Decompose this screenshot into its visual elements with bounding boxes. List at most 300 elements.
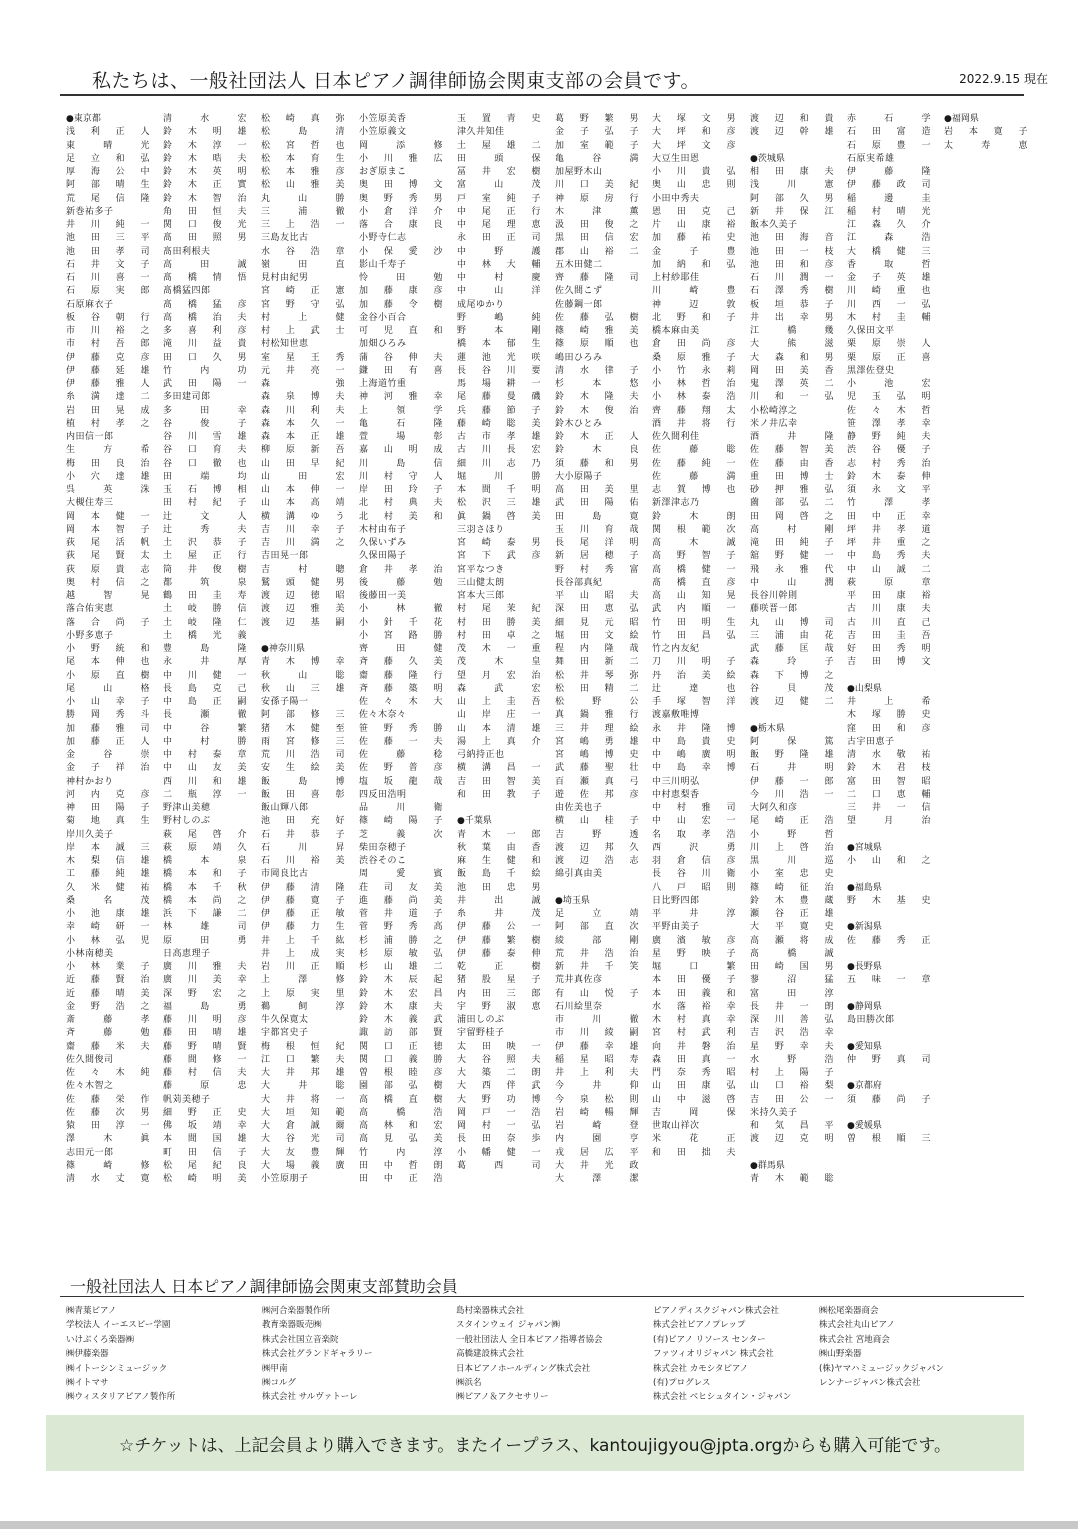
member-name: 木塚勝史 (847, 710, 931, 721)
member-name: 葛野繁男 (555, 114, 639, 124)
supporting-member: 株式会社ピアノプレップ (653, 1320, 746, 1331)
member-name: 吉沢浩幸 (750, 1028, 834, 1039)
member-name: 髙橋誠 (750, 948, 834, 959)
member-name: 鈴木義武 (359, 1015, 443, 1025)
member-name: 後藤田一美 (359, 591, 407, 601)
member-name: 中山潤 (750, 577, 834, 588)
member-name: 遊佐邦彦 (555, 789, 639, 800)
member-name: 武内順一 (652, 604, 736, 615)
member-name: 田崎国男 (750, 962, 834, 972)
member-name: 石原実希雄 (847, 153, 895, 164)
member-name: 加室範子 (555, 140, 639, 151)
supporting-divider (60, 1296, 1024, 1297)
member-name: 鈴木ひとみ (555, 418, 603, 429)
member-name: 野木基史 (847, 895, 931, 906)
member-name: 鈴木良 (555, 445, 639, 456)
member-column (750, 113, 834, 1186)
member-name: 杉浦勝之 (359, 935, 443, 946)
member-name: 佐藤鋼一郎 (555, 299, 603, 310)
member-name: 亀石隆 (359, 418, 443, 429)
member-name: 田端均 (163, 471, 247, 482)
member-name: 片山康裕 (652, 220, 736, 230)
member-name: 山中滋啓 (652, 1094, 736, 1105)
member-name: 小林泰浩 (652, 392, 736, 403)
member-name: 髙橋猛彦 (163, 299, 247, 310)
member-name: 元井亮一 (261, 365, 345, 376)
member-name: 上澤修 (261, 975, 345, 986)
member-name: 藤咲晋一郎 (750, 604, 798, 615)
member-name: 都筑泉 (163, 577, 247, 588)
member-name: 高野智子 (652, 551, 736, 562)
member-name: 稲星昭寿 (555, 1054, 639, 1065)
member-name: 長田奈歩 (457, 1134, 541, 1145)
member-name: 大垣知範 (261, 1107, 345, 1118)
member-name: 飛永雅代 (750, 564, 834, 575)
member-name: 宇都宮史子 (261, 1028, 309, 1039)
member-name: 中山宏一 (652, 816, 736, 827)
member-name: 佐藤聡 (652, 445, 736, 456)
member-name: 蓼沼猛 (750, 975, 834, 986)
member-name: 猿田淳一 (66, 1121, 150, 1131)
member-name: 山本清雄 (457, 723, 541, 734)
member-name: 金子豊 (652, 246, 736, 257)
member-name: 藤田晴雄 (163, 1028, 247, 1039)
member-name: 杉本悠 (555, 379, 639, 389)
member-name: 栗原崇人 (847, 339, 931, 350)
member-name: 黒田信宏 (555, 233, 639, 244)
member-name: 玉石博相 (163, 485, 247, 495)
spacer (750, 140, 834, 153)
member-name: 福島勇 (163, 1001, 247, 1012)
member-name: 大阿久和彦 (750, 803, 798, 813)
spacer (847, 988, 931, 1001)
supporting-member: 株式会社グランドギャラリー (262, 1349, 373, 1360)
member-name: 長谷部真紀 (555, 577, 603, 588)
member-name: 野村秀富 (555, 564, 639, 575)
member-name: 角田恒夫 (163, 206, 247, 217)
supporting-member: (有)ピアノ リソース センター (653, 1334, 766, 1345)
member-name: 平井淳 (652, 909, 736, 919)
supporting-member: 高橋建設株式会社 (456, 1349, 525, 1360)
member-name: 伊藤繁樹 (457, 935, 541, 946)
member-name: 辻文人 (163, 511, 247, 522)
member-name: 芝義次 (359, 829, 443, 840)
member-name: 鈴木朗 (652, 511, 736, 522)
member-name: 石川潤一 (750, 273, 834, 283)
member-name: 浅利正人 (66, 127, 150, 138)
member-name: 中島貴史 (652, 736, 736, 747)
member-name: 中尾理恵 (457, 220, 541, 230)
member-name: 宮本大三郎 (457, 591, 505, 601)
member-name: 土沢恭子 (163, 538, 247, 548)
member-name: 鈴木正人 (555, 432, 639, 442)
member-name: 戎居広平 (555, 1147, 639, 1158)
supporting-members-title: 一般社団法人 日本ピアノ調律師協会関東支部賛助会員 (70, 1277, 458, 1296)
member-name: 好田秀明 (847, 644, 931, 654)
member-name: 影山千寿子 (359, 259, 407, 270)
member-name: 荒川浩司 (261, 750, 345, 760)
member-name: 池田和彦 (750, 259, 834, 270)
member-name: 後藤勉 (359, 577, 443, 588)
member-name: 吉川幸子 (261, 524, 345, 535)
member-name: 平山昭夫 (555, 591, 639, 601)
member-name: 佐々木哲 (847, 405, 931, 416)
member-name: 井上成実 (261, 948, 345, 959)
member-name: 丹治美絵 (652, 670, 736, 681)
member-name: 長島克己 (163, 683, 247, 694)
member-name: 石原麻衣子 (66, 299, 114, 310)
member-name: 篠原順也 (555, 339, 639, 350)
member-name: 神辺敦 (652, 299, 736, 310)
member-name: 望月宏治 (457, 670, 541, 681)
member-name: 赤石学 (847, 114, 931, 124)
member-name: 伊藤克彦 (66, 352, 150, 363)
member-name: 古市孝雄 (457, 432, 541, 442)
member-name: 奥村信之 (66, 577, 150, 588)
member-name: 五味一章 (847, 975, 931, 986)
member-name: 河内克彦 (66, 789, 150, 800)
member-name: 岡添修 (359, 140, 443, 151)
member-name: 森強 (261, 379, 345, 389)
member-name: 小笠原義文 (359, 127, 407, 138)
member-name: 本田優子 (652, 975, 736, 986)
member-name: 堀口繁 (652, 962, 736, 972)
member-name: 小池康雄 (66, 909, 150, 919)
supporting-member: ㈱甲南 (262, 1363, 288, 1374)
member-name: 川和一弘 (750, 392, 834, 403)
member-name: 橋本和子 (163, 869, 247, 880)
member-name: 齋藤米夫 (66, 1041, 150, 1052)
member-name: 宮村武利 (652, 1028, 736, 1039)
member-name: 高田美里 (555, 485, 639, 495)
member-name: 長尾洋明 (555, 538, 639, 548)
member-name: 大野功博 (457, 1094, 541, 1105)
member-name: 永田正司 (457, 233, 541, 244)
member-name: 志村秀治 (847, 458, 931, 469)
member-name: 関根範次 (652, 524, 736, 535)
supporting-member: 株式会社 サルヴァトーレ (262, 1392, 358, 1403)
member-name: 池田一枝 (750, 246, 834, 257)
member-name: 牛久保寛太 (261, 1015, 309, 1025)
member-name: 中山洋 (457, 286, 541, 297)
supporting-member: ㈱松尾楽器商会 (819, 1306, 879, 1316)
member-name: 堀田文絵 (555, 630, 639, 641)
member-name: 佐藤一夫 (359, 736, 443, 747)
member-name: 山本伸一 (261, 485, 345, 495)
member-name: 品川衛 (359, 803, 443, 813)
member-name: 中嶋廣明 (652, 750, 736, 760)
member-name: 佐久間こず (555, 286, 603, 297)
member-name: 大谷光司 (261, 1134, 345, 1145)
member-name: 松本雅彦 (261, 167, 345, 177)
member-name: 木梨信雄 (66, 856, 150, 866)
member-name: 野嶋純 (457, 312, 541, 323)
member-name: 小幡健一 (457, 1147, 541, 1158)
member-name: 清水敬祐 (847, 750, 931, 760)
supporting-member: スタインウェイ ジャパン㈱ (456, 1320, 561, 1331)
member-name: 荒井浩治 (555, 948, 639, 959)
member-name: 金谷小百合 (359, 312, 407, 323)
member-name: 志田元一郎 (66, 1147, 114, 1158)
member-name: 古宇田恵子 (847, 736, 895, 747)
member-name: 篠崎雅美 (555, 326, 639, 336)
member-name: 鈴木泰伸 (847, 471, 931, 482)
member-name: 五木田健二 (555, 259, 603, 270)
member-name: 小竹永莉 (652, 365, 736, 376)
member-name: 小倉洋介 (359, 206, 443, 217)
member-name: 石井文子 (66, 259, 150, 270)
spacer (847, 1067, 931, 1080)
member-name: 鈴木英明 (163, 167, 247, 177)
member-name: 本間国雄 (163, 1134, 247, 1145)
member-name: 富田淳 (750, 988, 834, 999)
supporting-column (456, 1304, 603, 1405)
prefecture-heading: ●新潟県 (847, 922, 882, 933)
supporting-member: レンナージャパン株式会社 (819, 1378, 921, 1389)
member-name: 新井保江 (750, 206, 834, 217)
member-name: 小林徹 (359, 604, 443, 615)
member-name: 荻尾活帆 (66, 538, 150, 548)
member-name: 萩原靖久 (163, 842, 247, 853)
member-name: 米持久美子 (750, 1107, 798, 1118)
member-name: 太田映一 (457, 1041, 541, 1052)
member-name: 鈴木俊治 (555, 405, 639, 416)
spacer (457, 802, 541, 815)
member-name: 竹之内友紀 (652, 644, 700, 654)
member-name: 神河雅幸 (359, 392, 443, 403)
member-name: 川島信 (359, 458, 443, 469)
member-name: 森本正雄 (261, 432, 345, 442)
member-name: 鬼澤英二 (750, 379, 834, 389)
member-name: 伊藤政司 (847, 180, 931, 191)
member-name: 大井邦雄 (261, 1068, 345, 1078)
member-name: 尾藤曼磯 (457, 392, 541, 403)
member-name: 鈴木豊蔵 (750, 895, 834, 906)
member-name: 足立靖 (555, 909, 639, 919)
member-name: 鷲頭健男 (261, 577, 345, 588)
member-name: 渡辺健二 (750, 697, 834, 707)
member-name: 井出誠 (457, 895, 541, 906)
member-column (163, 113, 247, 1186)
member-name: 越智晃 (66, 591, 150, 601)
member-name: 深川善弘 (750, 1015, 834, 1025)
prefecture-heading: ●宮城県 (847, 842, 882, 853)
member-name: 斉藤勉 (66, 1028, 150, 1039)
member-name: 岡田美香 (750, 365, 834, 376)
member-name: 稲邊圭 (847, 193, 931, 204)
member-name: 阿部晴生 (66, 180, 150, 191)
member-name: 谷口育夫 (163, 445, 247, 456)
member-name: 中村恵梨香 (652, 789, 700, 800)
member-name: 厚海公中 (66, 167, 150, 177)
member-name: 佐々木奈々 (359, 710, 407, 721)
member-name: 多喜利彦 (163, 326, 247, 336)
member-name: 小穴達雄 (66, 471, 150, 482)
member-name: 浦田しのぶ (457, 1015, 505, 1025)
member-name: 相田康夫 (750, 167, 834, 177)
member-name: 三山健太朗 (457, 577, 505, 588)
member-name: 渡辺基嗣 (261, 617, 345, 628)
member-name: 猪股星子 (457, 975, 541, 986)
member-name: 西沢勇 (652, 842, 736, 853)
supporting-member: ㈱コルグ (262, 1378, 296, 1389)
member-name: 内田信一郎 (66, 432, 114, 442)
member-name: 佐々木智之 (66, 1081, 114, 1092)
member-name: 筒井俊樹 (163, 564, 247, 575)
member-name: 原田勇 (163, 935, 247, 946)
member-name: 山口裕梨 (750, 1081, 834, 1092)
member-name: 山本高靖 (261, 498, 345, 509)
supporting-member: 株式会社 ベヒシュタイン・ジャパン (653, 1392, 792, 1403)
member-name: 小野統和 (66, 644, 150, 654)
member-name: 森泉博夫 (261, 392, 345, 403)
member-name: 板谷朝行 (66, 312, 150, 323)
member-name: 可児直和 (359, 326, 443, 336)
member-name: 永井厚 (163, 657, 247, 668)
prefecture-heading: ●千葉県 (457, 816, 492, 827)
member-name: 由佐美也子 (555, 803, 603, 813)
member-name: 大熊滋 (750, 339, 834, 350)
member-name: 篠崎征治 (750, 882, 834, 893)
member-name: 伊藤正敏 (261, 909, 345, 919)
member-name: 手塚智洋 (652, 697, 736, 707)
member-name: 森玲子 (750, 657, 834, 668)
member-name: 茂木皇 (457, 657, 541, 668)
member-name: 松田精二 (555, 683, 639, 694)
member-name: 齊藤隆司 (555, 273, 639, 283)
prefecture-heading: ●茨城県 (750, 153, 785, 164)
member-name: 北野和子 (652, 312, 736, 323)
member-name: 島田勝次郎 (847, 1015, 895, 1025)
member-name: 石川裕美 (261, 856, 345, 866)
member-name: 吉田公一 (750, 1094, 834, 1105)
member-name: 伊藤一郎 (750, 776, 834, 787)
spacer (847, 829, 931, 842)
member-name: 大場義廣 (261, 1160, 345, 1171)
member-name: 梅根恒紀 (261, 1041, 345, 1052)
member-name: 小山和之 (847, 856, 931, 866)
member-name: 高林和宏 (359, 1121, 443, 1131)
member-name: 眞鍋啓美 (457, 511, 541, 522)
as-of-date: 2022.9.15 現在 (959, 72, 1048, 86)
member-name: 大友豊輝 (261, 1147, 345, 1158)
member-name: 小林哲治 (652, 379, 736, 389)
member-name: 中島正嗣 (163, 697, 247, 707)
member-name: 浅川憲 (750, 180, 834, 191)
member-name: 阿保篤 (750, 736, 834, 747)
member-name: 藤原忠 (163, 1081, 247, 1092)
member-name: 田中正浩 (359, 1174, 443, 1184)
member-list (66, 113, 1028, 1258)
member-name: 豊島隆 (163, 644, 247, 654)
member-name: 和田教子 (457, 789, 541, 800)
member-name: 石川昇 (261, 842, 345, 853)
supporting-member: ㈱青葉ピアノ (66, 1306, 117, 1316)
member-name: 土屋雄二 (457, 140, 541, 151)
member-name: 小野哲 (750, 829, 834, 840)
member-name: 森田真一 (652, 1054, 736, 1065)
member-column (261, 113, 345, 1186)
member-name: 仲野真司 (847, 1054, 931, 1065)
member-name: 程内隆哉 (555, 644, 639, 654)
member-name: 小山幸子 (66, 697, 150, 707)
member-name: 中尾正行 (457, 206, 541, 217)
member-name: 小室忠史 (750, 869, 834, 880)
member-name: 大倉誠爾 (261, 1121, 345, 1131)
member-name: 伊藤幸雄 (555, 1041, 639, 1052)
member-name: 麻生健和 (457, 856, 541, 866)
member-name: 森武宏 (457, 683, 541, 694)
member-name: 成尾ゆかり (457, 299, 505, 310)
member-name: 冨井宏樹 (457, 167, 541, 177)
member-name: 金子祥治 (66, 763, 150, 774)
member-column (847, 113, 931, 1147)
member-name: 兵藤節子 (457, 405, 541, 416)
member-name: 落合佑実恵 (66, 604, 114, 615)
member-name: 三井一信 (847, 803, 931, 813)
member-name: 宮崎泰男 (457, 538, 541, 548)
member-name: 小原直樹 (66, 670, 150, 681)
member-name: 雨宮修三 (261, 736, 345, 747)
member-name: 木村圭輔 (847, 312, 931, 323)
member-name: 村尾茉紀 (457, 604, 541, 615)
member-name: 小川雅広 (359, 153, 443, 164)
member-name: おぎ原まこ (359, 167, 407, 177)
member-name: 渋谷優子 (847, 445, 931, 456)
member-name: 生方希 (66, 445, 150, 456)
supporting-column (653, 1304, 791, 1405)
member-name: 長瀬徹 (163, 710, 247, 721)
member-name: 馬場耕一 (457, 379, 541, 389)
member-name: 佐久間俊司 (66, 1054, 114, 1065)
member-name: 宮崎正憲 (261, 286, 345, 297)
member-name: 加藤雅司 (66, 723, 150, 734)
member-name: 稲村晴光 (847, 206, 931, 217)
member-name: 市川裕之 (66, 326, 150, 336)
member-name: 岸本誠三 (66, 842, 150, 853)
member-name: 鈴木淳一 (163, 140, 247, 151)
member-name: 滝川益貴 (163, 339, 247, 350)
member-name: 平野由美子 (652, 922, 700, 933)
member-name: 静野純夫 (847, 432, 931, 442)
supporting-member: 株式会社丸山ピアノ (819, 1320, 895, 1331)
member-name: 山田早紀 (261, 458, 345, 469)
member-name: 杉山雄二 (359, 962, 443, 972)
member-name: 佐々木大 (359, 697, 443, 707)
member-name: 伊藤泰伸 (457, 948, 541, 959)
member-name: 松井琴弥 (555, 670, 639, 681)
member-name: 向井磐治 (652, 1041, 736, 1052)
member-name: 佐藤次男 (66, 1107, 150, 1118)
member-name: 近藤晴美 (66, 988, 150, 999)
member-name: 浜下謙二 (163, 909, 247, 919)
member-name: 葛西司 (457, 1160, 541, 1171)
member-name: 丸山勝 (261, 193, 345, 204)
member-name: 落合康良 (359, 220, 443, 230)
member-name: 秋葉由香 (457, 842, 541, 853)
member-name: 鎌田有喜 (359, 365, 443, 376)
member-name: 廣川美幸 (163, 975, 247, 986)
member-name: 塩坂龍哉 (359, 776, 443, 787)
member-name: 辻達也 (652, 683, 736, 694)
member-name: 佐野普彦 (359, 763, 443, 774)
member-name: 堀川勝 (457, 471, 541, 482)
member-name: 竹内淳 (359, 1147, 443, 1158)
member-name: 金子英雄 (847, 273, 931, 283)
member-name: 有山悦子 (555, 988, 639, 999)
member-name: 秋山聡 (261, 670, 345, 681)
member-name: 吉村聰 (261, 564, 345, 575)
